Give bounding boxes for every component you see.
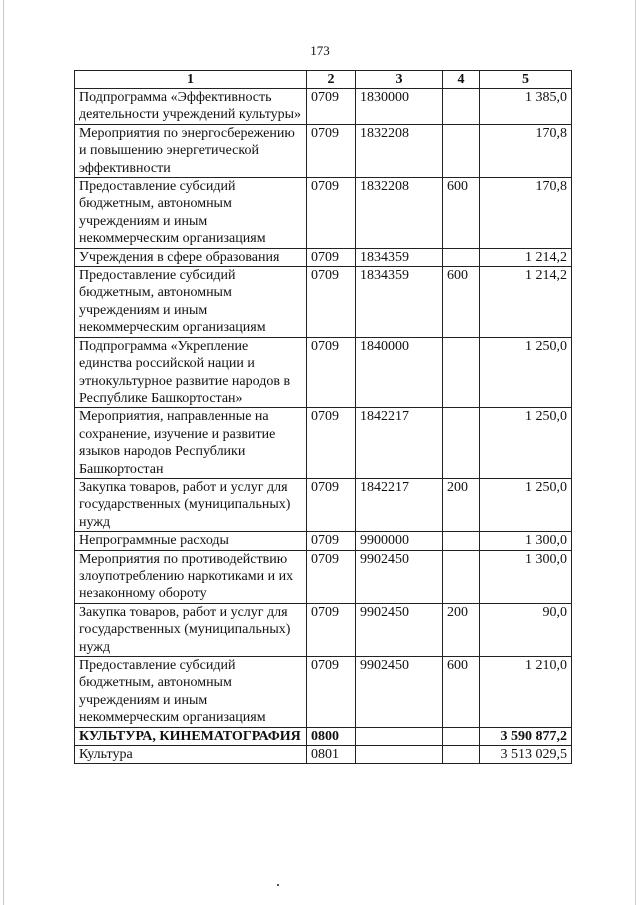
page-edge-right bbox=[635, 0, 636, 905]
row-section-cell: 0709 bbox=[307, 532, 356, 550]
row-target-cell: 9902450 bbox=[356, 550, 443, 603]
row-section-cell: 0709 bbox=[307, 603, 356, 656]
row-name-cell: Предоставление субсидий бюджетным, автономным учреждениям и иным некоммерческим организациям bbox=[75, 657, 307, 728]
table-row bbox=[75, 408, 572, 479]
row-name-cell: Мероприятия по противодействию злоупотреблению наркотиками и их незаконному обороту bbox=[75, 550, 307, 603]
row-section-cell: 0801 bbox=[307, 746, 356, 764]
row-target-cell: 9902450 bbox=[356, 603, 443, 656]
scan-speck bbox=[277, 884, 279, 886]
table-row bbox=[75, 337, 572, 408]
row-name-cell: КУЛЬТУРА, КИНЕМАТОГРАФИЯ bbox=[75, 727, 307, 745]
row-expense-type-cell: 600 bbox=[443, 178, 480, 249]
page-number: 173 bbox=[310, 43, 330, 58]
column-header-amount: 5 bbox=[480, 71, 572, 89]
row-expense-type-cell bbox=[443, 408, 480, 479]
row-name-cell: Непрограммные расходы bbox=[75, 532, 307, 550]
row-section-cell: 0709 bbox=[307, 89, 356, 125]
row-name-cell: Мероприятия, направленные на сохранение, изучение и развитие языков народов Республики Башкортостан bbox=[75, 408, 307, 479]
row-name-cell: Учреждения в сфере образования bbox=[75, 248, 307, 266]
column-header-section: 2 bbox=[307, 71, 356, 89]
budget-table bbox=[74, 70, 572, 764]
row-amount-cell: 1 300,0 bbox=[480, 550, 572, 603]
row-expense-type-cell: 600 bbox=[443, 657, 480, 728]
table-row bbox=[75, 248, 572, 266]
row-amount-cell: 170,8 bbox=[480, 178, 572, 249]
row-target-cell bbox=[356, 727, 443, 745]
row-target-cell: 9902450 bbox=[356, 657, 443, 728]
row-amount-cell: 1 210,0 bbox=[480, 657, 572, 728]
row-expense-type-cell bbox=[443, 248, 480, 266]
row-expense-type-cell bbox=[443, 727, 480, 745]
row-expense-type-cell bbox=[443, 124, 480, 177]
row-amount-cell: 170,8 bbox=[480, 124, 572, 177]
row-name-cell: Предоставление субсидий бюджетным, автономным учреждениям и иным некоммерческим организациям bbox=[75, 178, 307, 249]
row-section-cell: 0709 bbox=[307, 337, 356, 408]
row-expense-type-cell: 200 bbox=[443, 603, 480, 656]
column-header-target: 3 bbox=[356, 71, 443, 89]
row-section-cell: 0709 bbox=[307, 478, 356, 531]
row-amount-cell: 1 300,0 bbox=[480, 532, 572, 550]
row-section-cell: 0709 bbox=[307, 657, 356, 728]
table-row bbox=[75, 267, 572, 338]
row-target-cell bbox=[356, 746, 443, 764]
row-section-cell: 0709 bbox=[307, 248, 356, 266]
row-target-cell: 1834359 bbox=[356, 248, 443, 266]
row-target-cell: 1840000 bbox=[356, 337, 443, 408]
row-expense-type-cell bbox=[443, 746, 480, 764]
row-section-cell: 0709 bbox=[307, 550, 356, 603]
column-header-name: 1 bbox=[75, 71, 307, 89]
row-section-cell: 0709 bbox=[307, 267, 356, 338]
row-target-cell: 1832208 bbox=[356, 124, 443, 177]
row-amount-cell: 3 513 029,5 bbox=[480, 746, 572, 764]
table-row bbox=[75, 603, 572, 656]
column-header-expense-type: 4 bbox=[443, 71, 480, 89]
table-row bbox=[75, 89, 572, 125]
row-name-cell: Закупка товаров, работ и услуг для государственных (муниципальных) нужд bbox=[75, 478, 307, 531]
row-expense-type-cell bbox=[443, 89, 480, 125]
row-amount-cell: 3 590 877,2 bbox=[480, 727, 572, 745]
row-expense-type-cell: 600 bbox=[443, 267, 480, 338]
table-row bbox=[75, 550, 572, 603]
row-name-cell: Подпрограмма «Укрепление единства российской нации и этнокультурное развитие народов в Республике Башкортостан» bbox=[75, 337, 307, 408]
row-target-cell: 1834359 bbox=[356, 267, 443, 338]
table-row bbox=[75, 727, 572, 745]
row-target-cell: 9900000 bbox=[356, 532, 443, 550]
row-name-cell: Закупка товаров, работ и услуг для государственных (муниципальных) нужд bbox=[75, 603, 307, 656]
page-edge-left bbox=[3, 0, 4, 905]
table-header-row bbox=[75, 71, 572, 89]
row-target-cell: 1842217 bbox=[356, 408, 443, 479]
row-amount-cell: 1 250,0 bbox=[480, 478, 572, 531]
row-section-cell: 0800 bbox=[307, 727, 356, 745]
table-row bbox=[75, 178, 572, 249]
row-name-cell: Мероприятия по энергосбережению и повышению энергетической эффективности bbox=[75, 124, 307, 177]
row-target-cell: 1842217 bbox=[356, 478, 443, 531]
row-expense-type-cell bbox=[443, 532, 480, 550]
row-amount-cell: 1 214,2 bbox=[480, 267, 572, 338]
row-expense-type-cell bbox=[443, 550, 480, 603]
table-body bbox=[75, 89, 572, 764]
row-name-cell: Культура bbox=[75, 746, 307, 764]
table-row bbox=[75, 124, 572, 177]
table-row bbox=[75, 532, 572, 550]
row-section-cell: 0709 bbox=[307, 178, 356, 249]
table-row bbox=[75, 657, 572, 728]
row-target-cell: 1832208 bbox=[356, 178, 443, 249]
row-amount-cell: 1 214,2 bbox=[480, 248, 572, 266]
row-amount-cell: 1 250,0 bbox=[480, 408, 572, 479]
row-amount-cell: 1 250,0 bbox=[480, 337, 572, 408]
row-section-cell: 0709 bbox=[307, 408, 356, 479]
table-row bbox=[75, 478, 572, 531]
row-name-cell: Подпрограмма «Эффективность деятельности учреждений культуры» bbox=[75, 89, 307, 125]
row-target-cell: 1830000 bbox=[356, 89, 443, 125]
row-amount-cell: 90,0 bbox=[480, 603, 572, 656]
table-row bbox=[75, 746, 572, 764]
row-expense-type-cell: 200 bbox=[443, 478, 480, 531]
row-amount-cell: 1 385,0 bbox=[480, 89, 572, 125]
row-section-cell: 0709 bbox=[307, 124, 356, 177]
row-expense-type-cell bbox=[443, 337, 480, 408]
row-name-cell: Предоставление субсидий бюджетным, автономным учреждениям и иным некоммерческим организациям bbox=[75, 267, 307, 338]
